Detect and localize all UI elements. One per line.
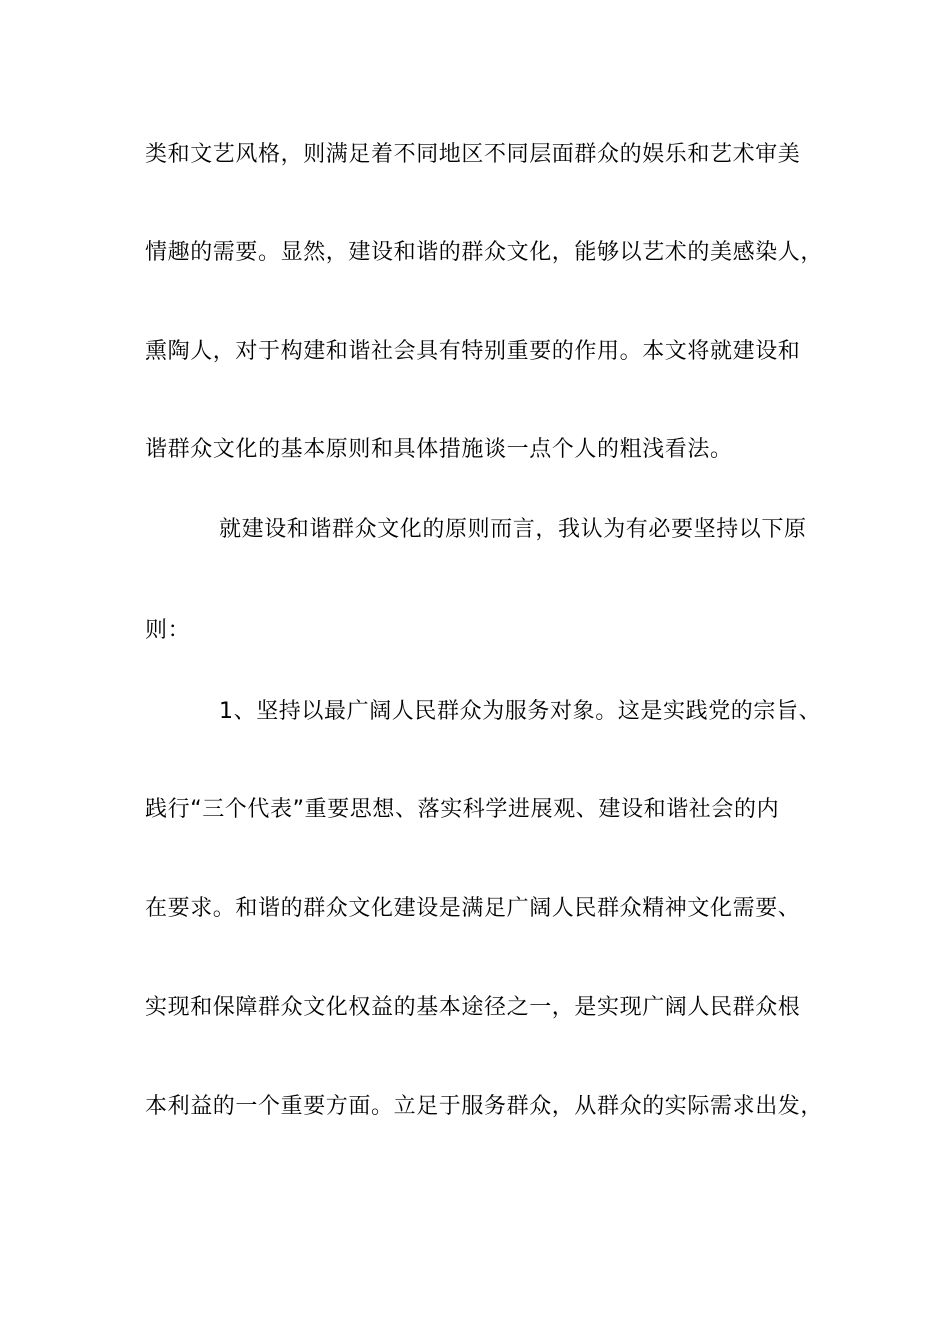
text-line-2: 情趣的需要。显然，建设和谐的群众文化，能够以艺术的美感染人， — [145, 240, 824, 265]
text-line-3: 熏陶人，对于构建和谐社会具有特别重要的作用。本文将就建设和 — [145, 339, 801, 364]
text-line-7-paragraph-start: 1、坚持以最广阔人民群众为服务对象。这是实践党的宗旨、 — [219, 699, 822, 724]
text-line-4: 谐群众文化的基本原则和具体措施谈一点个人的粗浅看法。 — [145, 437, 733, 462]
text-line-10: 实现和保障群众文化权益的基本途径之一，是实现广阔人民群众根 — [145, 995, 801, 1020]
text-line-5-paragraph-start: 就建设和谐群众文化的原则而言，我认为有必要坚持以下原 — [219, 517, 807, 542]
text-line-6: 则： — [145, 618, 191, 643]
text-line-11: 本利益的一个重要方面。立足于服务群众，从群众的实际需求出发， — [145, 1094, 824, 1119]
text-line-9: 在要求。和谐的群众文化建设是满足广阔人民群众精神文化需要、 — [145, 896, 801, 921]
text-line-8: 践行“三个代表”重要思想、落实科学进展观、建设和谐社会的内 — [145, 797, 780, 822]
text-line-1: 类和文艺风格，则满足着不同地区不同层面群众的娱乐和艺术审美 — [145, 142, 801, 167]
